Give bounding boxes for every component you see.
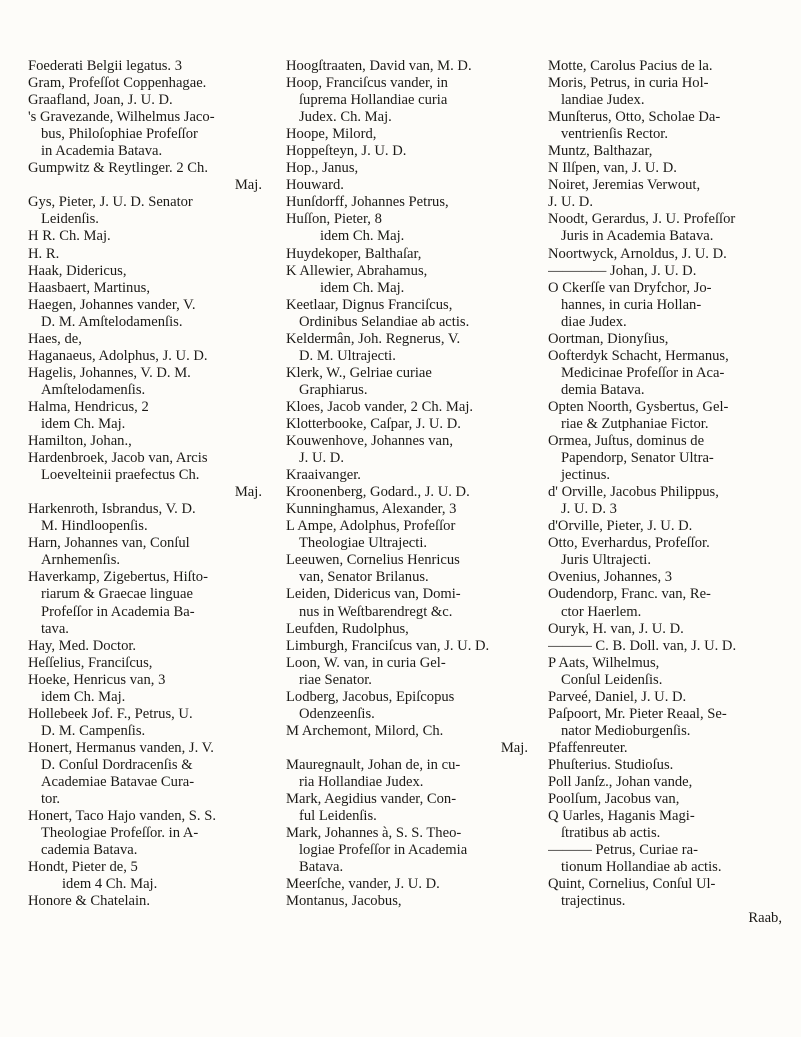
entry-line: Juris in Academia Batava.: [561, 228, 714, 245]
entry-line: Hunſdorff, Johannes Petrus,: [286, 194, 449, 211]
entry-line: cademia Batava.: [41, 842, 138, 859]
entry-line: Hardenbroek, Jacob van, Arcis: [28, 450, 208, 467]
entry-line: Odenzeenſis.: [299, 705, 375, 722]
entry-line: Leufden, Rudolphus,: [286, 620, 409, 637]
entry-line: landiae Judex.: [561, 92, 645, 109]
entry-line: Huydekoper, Balthaſar,: [286, 245, 422, 262]
entry-line: Opten Noorth, Gysbertus, Gel-: [548, 398, 729, 415]
entry-line: Haverkamp, Zigebertus, Hiſto-: [28, 569, 208, 586]
column-right: [548, 58, 786, 927]
entry-line: nus in Weſtbarendregt &c.: [299, 603, 453, 620]
entry-line: Muntz, Balthazar,: [548, 143, 653, 160]
entry-line: L Ampe, Adolphus, Profeſſor: [286, 518, 456, 535]
entry-line: Kunninghamus, Alexander, 3: [286, 501, 457, 518]
entry-line: ——— C. B. Doll. van, J. U. D.: [548, 637, 737, 654]
entry-line: Otto, Everhardus, Profeſſor.: [548, 535, 710, 552]
entry-line: idem Ch. Maj.: [41, 415, 126, 432]
entry-line: Loon, W. van, in curia Gel-: [286, 654, 446, 671]
entry-line: Batava.: [299, 859, 344, 876]
entry-line: ———— Johan, J. U. D.: [548, 262, 697, 279]
entry-line: Medicinae Profeſſor in Aca-: [561, 364, 725, 381]
entry-line: idem Ch. Maj.: [320, 228, 405, 245]
entry-line: Leidenſis.: [41, 211, 99, 228]
entry-line: riae Senator.: [299, 671, 372, 688]
entry-line: Oudendorp, Franc. van, Re-: [548, 586, 711, 603]
entry-line: Arnhemenſis.: [41, 552, 121, 569]
entry-line: Honore & Chatelain.: [28, 893, 150, 910]
entry-line: H R. Ch. Maj.: [28, 228, 111, 245]
entry-line: Pfaffenreuter.: [548, 739, 628, 756]
entry-line: Klerk, W., Gelriae curiae: [286, 364, 432, 381]
entry-line: Hamilton, Johan.,: [28, 433, 132, 450]
entry-line: N Ilſpen, van, J. U. D.: [548, 160, 677, 177]
entry-line: Honert, Taco Hajo vanden, S. S.: [28, 808, 216, 825]
entry-line: Oortman, Dionyſius,: [548, 330, 669, 347]
entry-line: Hay, Med. Doctor.: [28, 637, 137, 654]
entry-line: Honert, Hermanus vanden, J. V.: [28, 739, 214, 756]
entry-line: Q Uarles, Haganis Magi-: [548, 808, 695, 825]
entry-line: bus, Philoſophiae Profeſſor: [41, 126, 198, 143]
entry-line: Juris Ultrajecti.: [561, 552, 651, 569]
entry-line: Hoeke, Henricus van, 3: [28, 671, 166, 688]
entry-line: Maj.: [234, 177, 262, 194]
entry-line: M Archemont, Milord, Ch.: [286, 722, 444, 739]
entry-line: Ordinibus Selandiae ab actis.: [299, 313, 470, 330]
entry-line: idem Ch. Maj.: [41, 688, 126, 705]
entry-line: ——— Petrus, Curiae ra-: [548, 842, 698, 859]
entry-line: Papendorp, Senator Ultra-: [561, 450, 714, 467]
entry-line: Loevelteinii praefectus Ch.: [41, 467, 200, 484]
entry-line: Klotterbooke, Caſpar, J. U. D.: [286, 415, 461, 432]
entry-line: Haganaeus, Adolphus, J. U. D.: [28, 347, 208, 364]
entry-line: d'Orville, Pieter, J. U. D.: [548, 518, 693, 535]
entry-line: D. M. Campenſis.: [41, 722, 146, 739]
entry-line: ctor Haerlem.: [561, 603, 642, 620]
entry-line: J. U. D. 3: [561, 501, 617, 518]
entry-line: Ovenius, Johannes, 3: [548, 569, 673, 586]
entry-line: Harn, Johannes van, Conſul: [28, 535, 190, 552]
entry-line: Keetlaar, Dignus Franciſcus,: [286, 296, 453, 313]
entry-line: Montanus, Jacobus,: [286, 893, 402, 910]
entry-line: Theologiae Ultrajecti.: [299, 535, 428, 552]
entry-line: Conſul Leidenſis.: [561, 671, 663, 688]
entry-line: Judex. Ch. Maj.: [299, 109, 392, 126]
entry-line: Paſpoort, Mr. Pieter Reaal, Se-: [548, 705, 727, 722]
entry-line: D. Conſul Dordracenſis &: [41, 756, 193, 773]
entry-line: Foederati Belgii legatus. 3: [28, 58, 183, 74]
entry-line: diae Judex.: [561, 313, 627, 330]
entry-line: D. M. Amſtelodamenſis.: [41, 313, 183, 330]
entry-line: hannes, in curia Hollan-: [561, 296, 702, 313]
entry-line: Oofterdyk Schacht, Hermanus,: [548, 347, 729, 364]
entry-line: tionum Hollandiae ab actis.: [561, 859, 722, 876]
entry-line: Kroonenberg, Godard., J. U. D.: [286, 484, 470, 501]
entry-line: Hoop, Franciſcus vander, in: [286, 75, 448, 92]
entry-line: idem 4 Ch. Maj.: [62, 876, 158, 893]
entry-line: O Ckerſſe van Dryfchor, Jo-: [548, 279, 712, 296]
entry-line: Hoppeſteyn, J. U. D.: [286, 143, 407, 160]
entry-line: Phuſterius. Studioſus.: [548, 756, 674, 773]
entry-line: D. M. Ultrajecti.: [299, 347, 396, 364]
entry-line: Ouryk, H. van, J. U. D.: [548, 620, 684, 637]
entry-line: Profeſſor in Academia Ba-: [41, 603, 195, 620]
entry-line: d' Orville, Jacobus Philippus,: [548, 484, 719, 501]
entry-line: Gys, Pieter, J. U. D. Senator: [28, 194, 193, 211]
entry-line: logiae Profeſſor in Academia: [299, 842, 468, 859]
entry-line: riae & Zutphaniae Fictor.: [561, 415, 709, 432]
entry-line: Hagelis, Johannes, V. D. M.: [28, 364, 191, 381]
entry-line: van, Senator Brilanus.: [299, 569, 429, 586]
entry-line: Graafland, Joan, J. U. D.: [28, 92, 173, 109]
entry-line: Haak, Didericus,: [28, 262, 127, 279]
entry-line: Leeuwen, Cornelius Henricus: [286, 552, 460, 569]
entry-line: ventrienſis Rector.: [561, 126, 668, 143]
entry-line: Theologiae Profeſſor. in A-: [41, 825, 199, 842]
entry-line: Mark, Aegidius vander, Con-: [286, 791, 457, 808]
entry-line: trajectinus.: [561, 893, 626, 910]
entry-line: Kraaivanger.: [286, 467, 361, 484]
entry-line: Munſterus, Otto, Scholae Da-: [548, 109, 721, 126]
entry-line: Motte, Carolus Pacius de la.: [548, 58, 713, 74]
entry-line: Lodberg, Jacobus, Epiſcopus: [286, 688, 455, 705]
entry-line: tava.: [41, 620, 69, 637]
entry-line: Harkenroth, Isbrandus, V. D.: [28, 501, 196, 518]
entry-line: Haasbaert, Martinus,: [28, 279, 150, 296]
entry-line: idem Ch. Maj.: [320, 279, 405, 296]
entry-line: Amſtelodamenſis.: [41, 381, 146, 398]
entry-line: tor.: [41, 791, 61, 808]
entry-line: Noiret, Jeremias Verwout,: [548, 177, 701, 194]
entry-line: Haes, de,: [28, 330, 82, 347]
entry-line: Raab,: [748, 910, 782, 927]
entry-line: Moris, Petrus, in curia Hol-: [548, 75, 709, 92]
entry-line: Leiden, Didericus van, Domi-: [286, 586, 461, 603]
entry-line: Noodt, Gerardus, J. U. Profeſſor: [548, 211, 736, 228]
entry-line: P Aats, Wilhelmus,: [548, 654, 660, 671]
entry-line: K Allewier, Abrahamus,: [286, 262, 428, 279]
entry-line: Gumpwitz & Reytlinger. 2 Ch.: [28, 160, 208, 177]
entry-line: H. R.: [28, 245, 60, 262]
column-middle: [286, 58, 532, 910]
entry-line: Poll Janſz., Johan vande,: [548, 773, 693, 790]
entry-line: Maj.: [234, 484, 262, 501]
entry-line: Academiae Batavae Cura-: [41, 773, 195, 790]
entry-line: Mauregnault, Johan de, in cu-: [286, 756, 461, 773]
entry-line: Noortwyck, Arnoldus, J. U. D.: [548, 245, 727, 262]
entry-line: Halma, Hendricus, 2: [28, 398, 149, 415]
column-left: [28, 58, 266, 910]
entry-line: Parveé, Daniel, J. U. D.: [548, 688, 687, 705]
entry-line: ſtratibus ab actis.: [561, 825, 661, 842]
entry-line: ria Hollandiae Judex.: [299, 773, 424, 790]
entry-line: Hoogſtraaten, David van, M. D.: [286, 58, 472, 74]
entry-line: Meerſche, vander, J. U. D.: [286, 876, 440, 893]
entry-line: Limburgh, Franciſcus van, J. U. D.: [286, 637, 490, 654]
entry-line: Haegen, Johannes vander, V.: [28, 296, 196, 313]
entry-line: Hollebeek Jof. F., Petrus, U.: [28, 705, 193, 722]
entry-line: Kouwenhove, Johannes van,: [286, 433, 453, 450]
entry-line: riarum & Graecae linguae: [41, 586, 193, 603]
entry-line: Gram, Profeſſot Coppenhagae.: [28, 75, 207, 92]
entry-line: jectinus.: [561, 467, 611, 484]
entry-line: Ormea, Juſtus, dominus de: [548, 433, 705, 450]
entry-line: nator Medioburgenſis.: [561, 722, 691, 739]
entry-line: Quint, Cornelius, Conſul Ul-: [548, 876, 716, 893]
entry-line: Maj.: [500, 739, 528, 756]
entry-line: Keldermân, Joh. Regnerus, V.: [286, 330, 461, 347]
entry-line: J. U. D.: [548, 194, 593, 211]
entry-line: M. Hindloopenſis.: [41, 518, 148, 535]
entry-line: Graphiarus.: [299, 381, 368, 398]
entry-line: Heſſelius, Franciſcus,: [28, 654, 153, 671]
entry-line: Mark, Johannes à, S. S. Theo-: [286, 825, 462, 842]
entry-line: Huſſon, Pieter, 8: [286, 211, 382, 228]
entry-line: demia Batava.: [561, 381, 645, 398]
entry-line: Hoope, Milord,: [286, 126, 377, 143]
entry-line: Hondt, Pieter de, 5: [28, 859, 138, 876]
entry-line: ful Leidenſis.: [299, 808, 377, 825]
entry-line: in Academia Batava.: [41, 143, 163, 160]
entry-line: Houward.: [286, 177, 344, 194]
entry-line: ſuprema Hollandiae curia: [299, 92, 448, 109]
entry-line: Hop., Janus,: [286, 160, 359, 177]
entry-line: Poolſum, Jacobus van,: [548, 791, 680, 808]
entry-line: 's Gravezande, Wilhelmus Jaco-: [28, 109, 215, 126]
entry-line: J. U. D.: [299, 450, 344, 467]
entry-line: Kloes, Jacob vander, 2 Ch. Maj.: [286, 398, 474, 415]
